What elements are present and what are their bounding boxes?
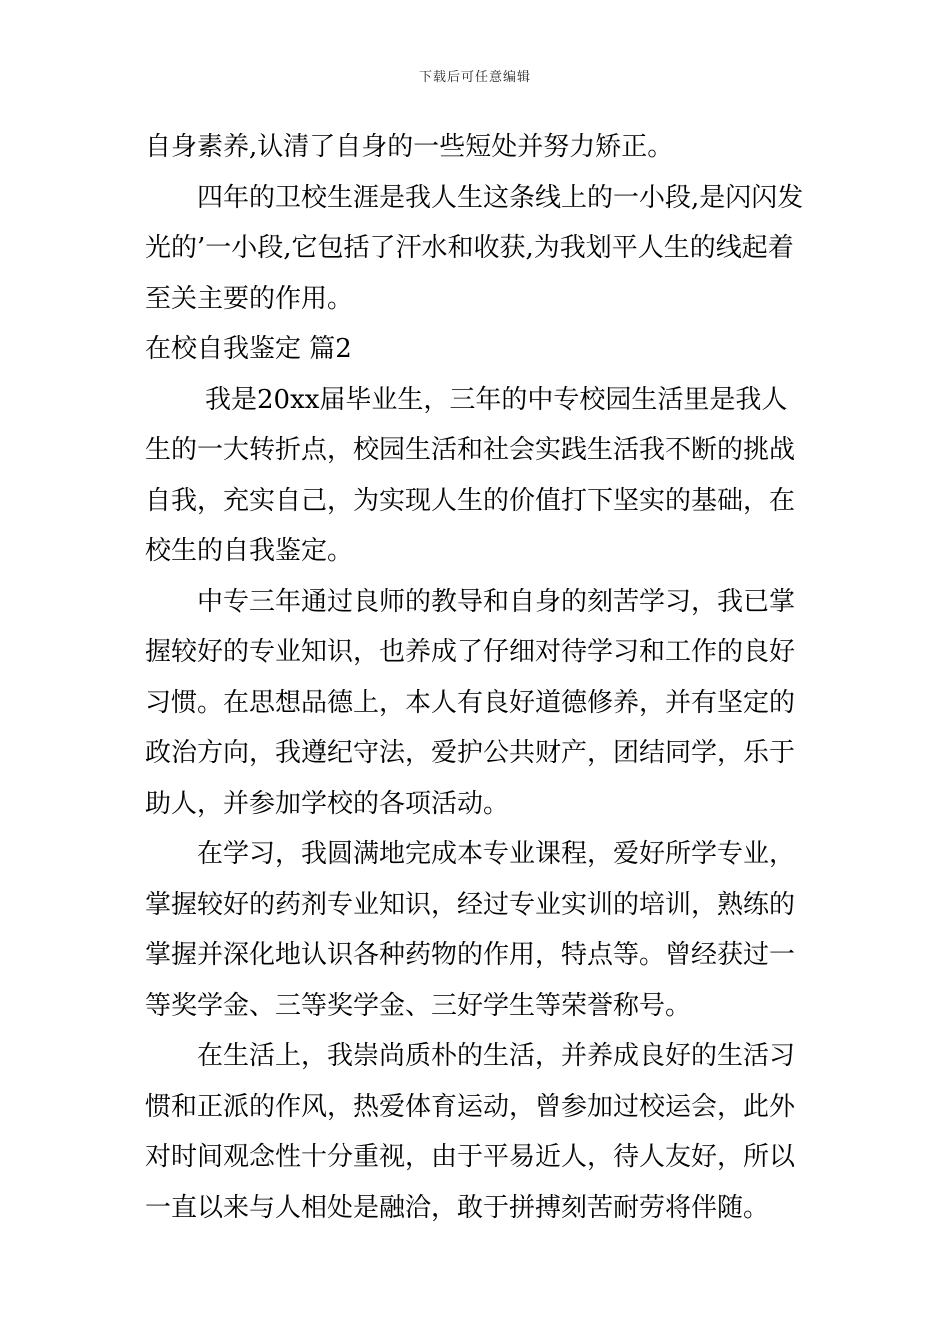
paragraph-continuation: 自身素养,认清了自身的一些短处并努力矫正。 bbox=[145, 132, 674, 162]
paragraph: 四年的卫校生涯是我人生这条线上的一小段,是闪闪发光的’一小段,它包括了汗水和收获,为我划平人生的线起着至关主要的作用。 bbox=[145, 182, 804, 314]
section-heading: 在校自我鉴定 篇2 bbox=[145, 334, 352, 364]
document-body bbox=[145, 122, 810, 1233]
paragraph: 在学习，我圆满地完成本专业课程，爱好所学专业，掌握较好的药剂专业知识，经过专业实训的培训，熟练的掌握并深化地认识各种药物的作用，特点等。曾经获过一等奖学金、三等奖学金、三好学生等荣誉称号。 bbox=[145, 839, 796, 1021]
paragraph: 中专三年通过良师的教导和自身的刻苦学习，我已掌握较好的专业知识，也养成了仔细对待学习和工作的良好习惯。在思想品德上，本人有良好道德修养，并有坚定的政治方向，我遵纪守法，爱护公共财产，团结同学，乐于助人，并参加学校的各项活动。 bbox=[145, 586, 796, 819]
paragraph: 在生活上，我崇尚质朴的生活，并养成良好的生活习惯和正派的作风，热爱体育运动，曾参加过校运会，此外对时间观念性十分重视，由于平易近人，待人友好，所以一直以来与人相处是融洽，敢于拼搏刻苦耐劳将伴随。 bbox=[145, 1041, 796, 1223]
paragraph: 我是20xx届毕业生，三年的中专校园生活里是我人生的一大转折点，校园生活和社会实践生活我不断的挑战自我，充实自己，为实现人生的价值打下坚实的基础，在校生的自我鉴定。 bbox=[145, 384, 796, 566]
page-header: 下载后可任意编辑 bbox=[418, 70, 531, 85]
